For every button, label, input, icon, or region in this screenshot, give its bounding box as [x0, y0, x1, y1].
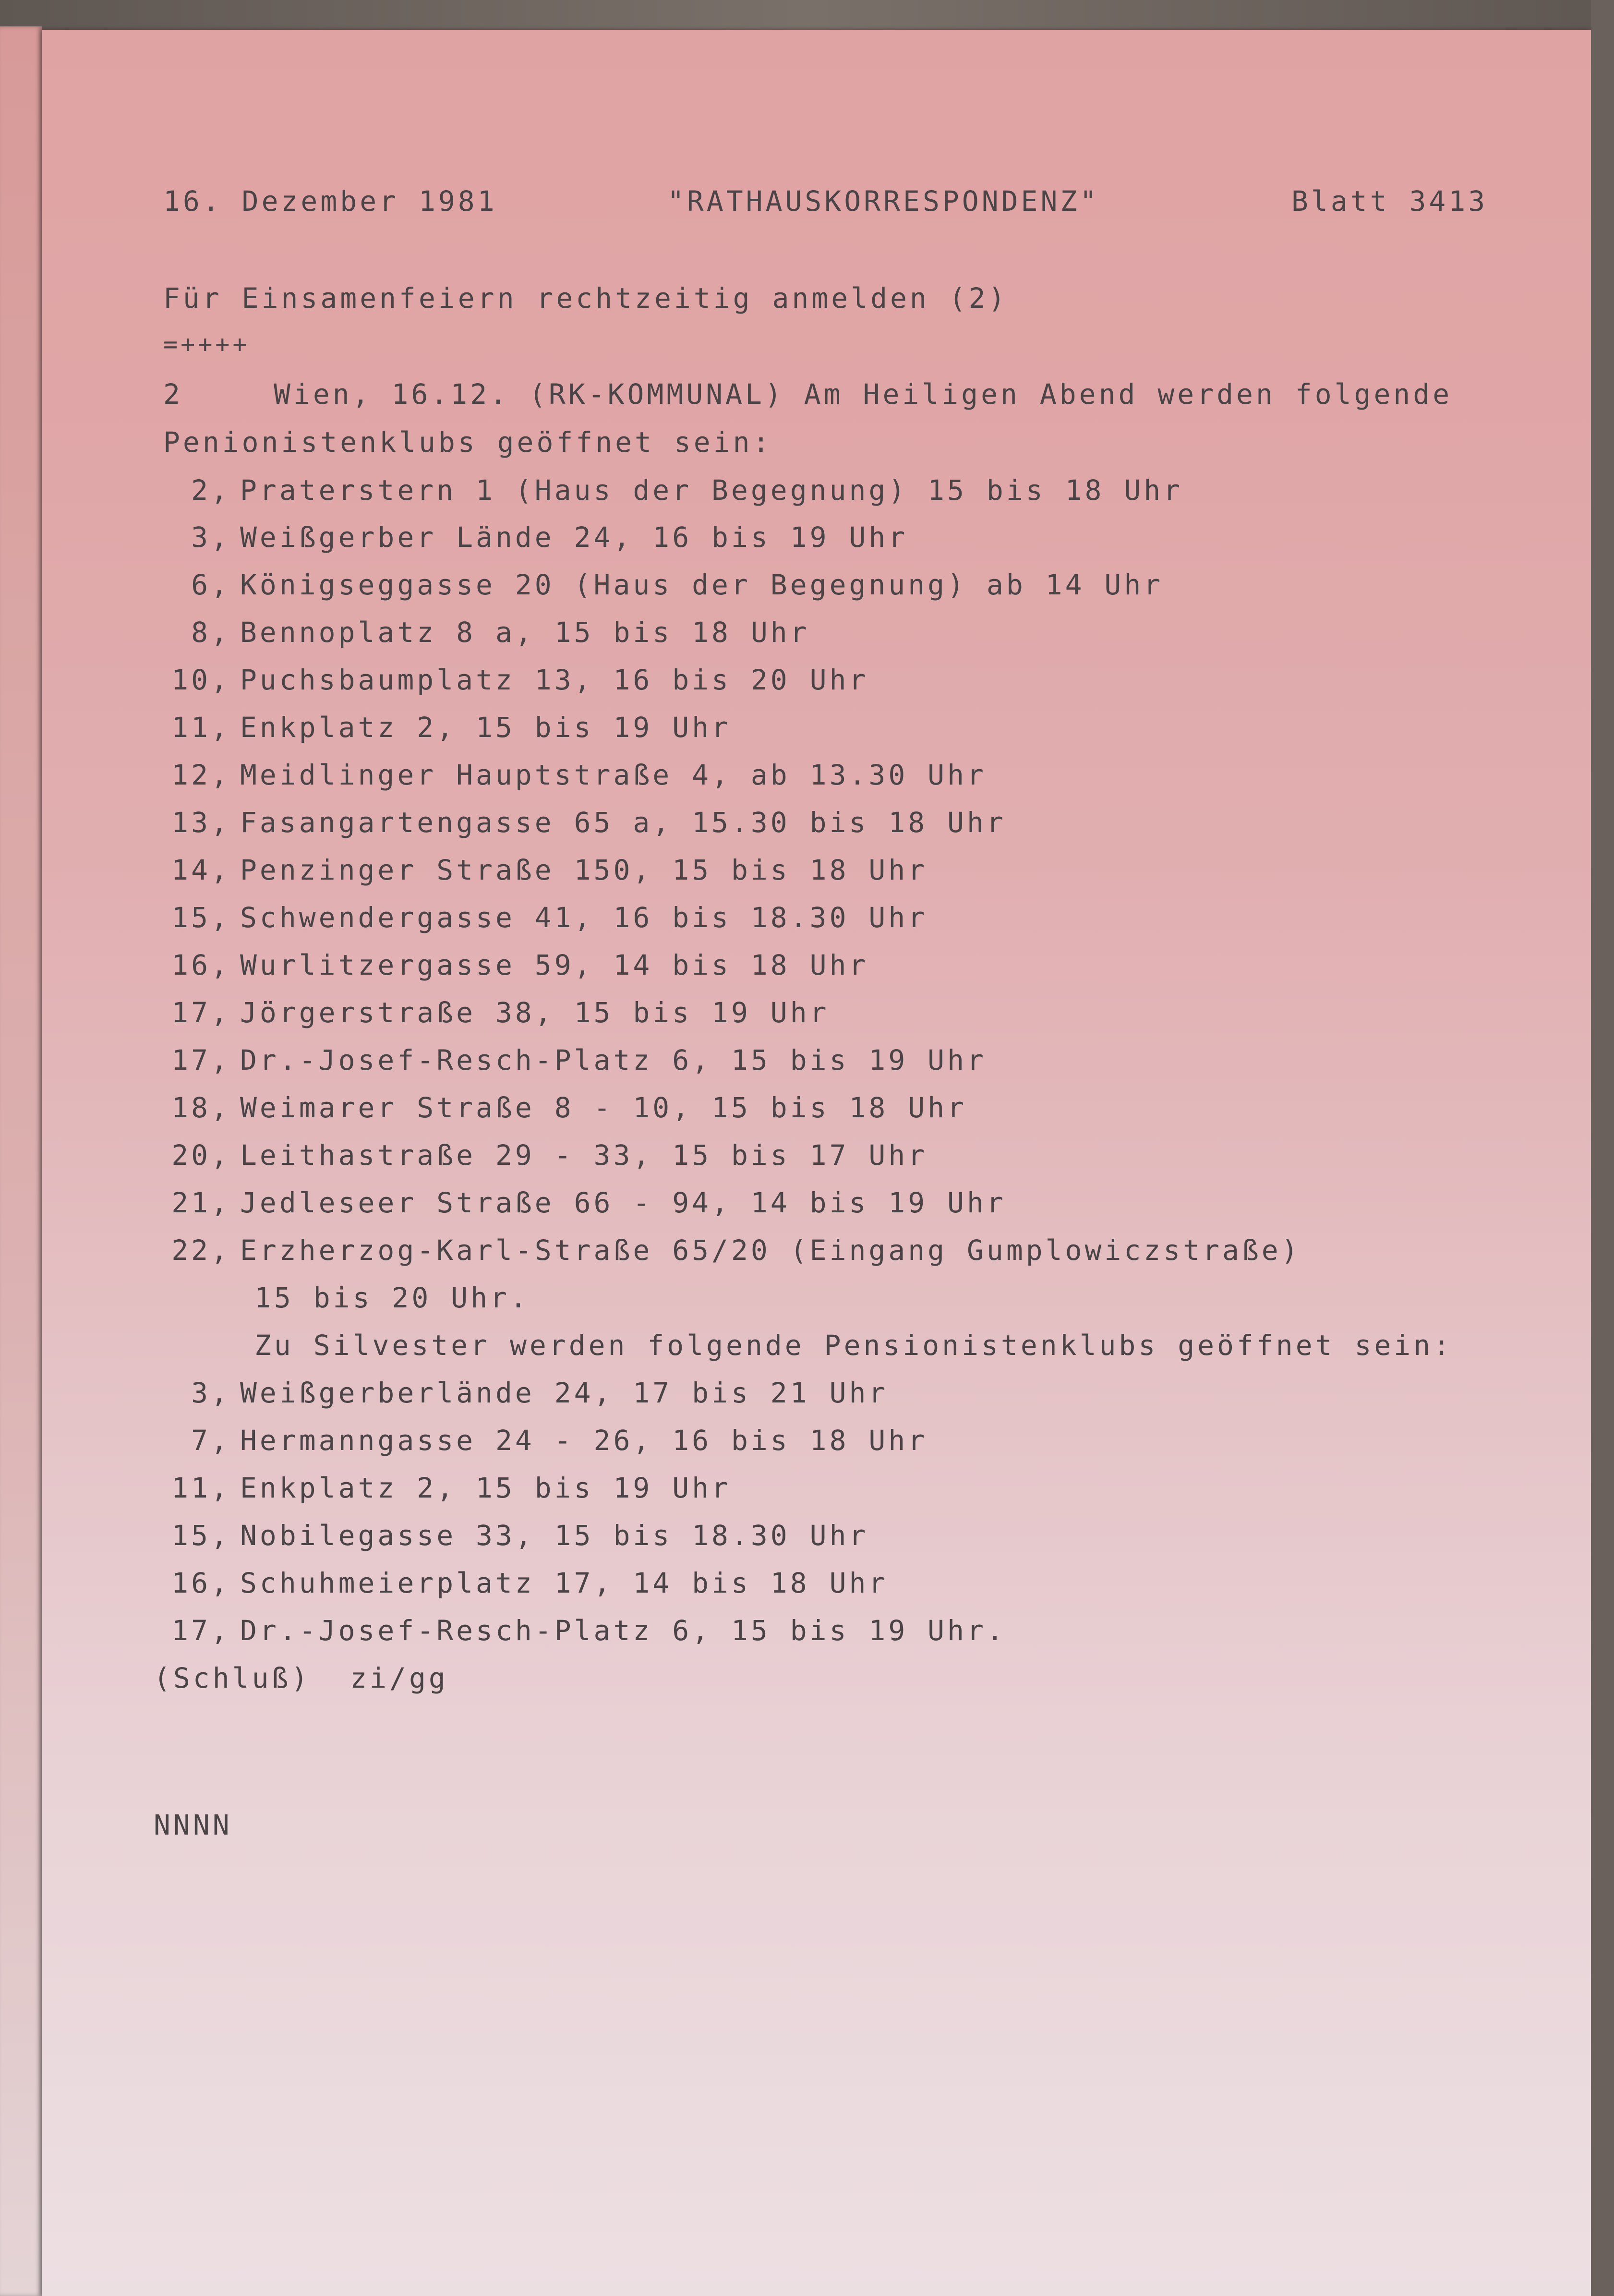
- scan-right-margin: [1591, 0, 1614, 2296]
- district-number: 22,: [171, 1234, 230, 1267]
- district-number: 17,: [171, 1044, 230, 1076]
- entry-continuation: 15 bis 20 Uhr.: [254, 1281, 530, 1314]
- club-entry: Wurlitzergasse 59, 14 bis 18 Uhr: [240, 949, 869, 981]
- club-entry: Nobilegasse 33, 15 bis 18.30 Uhr: [240, 1519, 869, 1552]
- silvester-intro: Zu Silvester werden folgende Pensionistenklubs geöffnet sein:: [254, 1329, 1453, 1362]
- club-entry: Dr.-Josef-Resch-Platz 6, 15 bis 19 Uhr.: [240, 1614, 1006, 1647]
- intro-line-1: Wien, 16.12. (RK-KOMMUNAL) Am Heiligen Abend werden folgende: [274, 378, 1453, 411]
- title-underline: =++++: [163, 330, 250, 358]
- club-entry: Leithastraße 29 - 33, 15 bis 17 Uhr: [240, 1139, 928, 1172]
- club-entry: Weißgerber Lände 24, 16 bis 19 Uhr: [240, 521, 908, 554]
- district-number: 18,: [171, 1091, 230, 1124]
- club-entry: Meidlinger Hauptstraße 4, ab 13.30 Uhr: [240, 759, 987, 791]
- district-number: 3,: [191, 521, 230, 554]
- club-entry: Dr.-Josef-Resch-Platz 6, 15 bis 19 Uhr: [240, 1044, 987, 1076]
- club-entry: Penzinger Straße 150, 15 bis 18 Uhr: [240, 854, 928, 886]
- club-entry: Königseggasse 20 (Haus der Begegnung) ab 14 Uhr: [240, 568, 1164, 601]
- article-title: Für Einsamenfeiern rechtzeitig anmelden (2): [163, 282, 1008, 314]
- end-mark: NNNN: [154, 1809, 232, 1841]
- previous-page-edge: [0, 26, 42, 2296]
- club-entry: Schuhmeierplatz 17, 14 bis 18 Uhr: [240, 1567, 889, 1599]
- district-number: 7,: [191, 1424, 230, 1457]
- club-entry: Fasangartengasse 65 a, 15.30 bis 18 Uhr: [240, 806, 1006, 839]
- district-number: 17,: [171, 996, 230, 1029]
- club-entry: Weißgerberlände 24, 17 bis 21 Uhr: [240, 1377, 889, 1409]
- intro-line-2: Penionistenklubs geöffnet sein:: [163, 426, 772, 459]
- club-entry: Jörgerstraße 38, 15 bis 19 Uhr: [240, 996, 830, 1029]
- district-number: 13,: [171, 806, 230, 839]
- club-entry: Jedleseer Straße 66 - 94, 14 bis 19 Uhr: [240, 1186, 1006, 1219]
- district-number: 12,: [171, 759, 230, 791]
- district-number: 14,: [171, 854, 230, 886]
- club-entry: Weimarer Straße 8 - 10, 15 bis 18 Uhr: [240, 1091, 967, 1124]
- club-entry: Schwendergasse 41, 16 bis 18.30 Uhr: [240, 901, 928, 934]
- district-number: 2,: [191, 474, 230, 507]
- district-number: 11,: [171, 1472, 230, 1504]
- header-sheet-number: Blatt 3413: [1291, 185, 1488, 218]
- district-number: 16,: [171, 949, 230, 981]
- district-number: 20,: [171, 1139, 230, 1172]
- document-page: [42, 30, 1591, 2296]
- district-number: 3,: [191, 1377, 230, 1409]
- district-number: 8,: [191, 616, 230, 649]
- club-entry: Hermanngasse 24 - 26, 16 bis 18 Uhr: [240, 1424, 928, 1457]
- district-number: 10,: [171, 664, 230, 696]
- district-number: 16,: [171, 1567, 230, 1599]
- header-publication: "RATHAUSKORRESPONDENZ": [667, 185, 1100, 218]
- header-date: 16. Dezember 1981: [163, 185, 497, 218]
- district-number: 15,: [171, 901, 230, 934]
- intro-paragraph-number: 2: [163, 378, 183, 411]
- club-entry: Enkplatz 2, 15 bis 19 Uhr: [240, 711, 731, 744]
- club-entry: Puchsbaumplatz 13, 16 bis 20 Uhr: [240, 664, 869, 696]
- club-entry: Erzherzog-Karl-Straße 65/20 (Eingang Gumplowiczstraße): [240, 1234, 1301, 1267]
- district-number: 21,: [171, 1186, 230, 1219]
- district-number: 11,: [171, 711, 230, 744]
- district-number: 6,: [191, 568, 230, 601]
- club-entry: Praterstern 1 (Haus der Begegnung) 15 bis 18 Uhr: [240, 474, 1183, 507]
- closing-signature: (Schluß) zi/gg: [154, 1662, 448, 1694]
- club-entry: Enkplatz 2, 15 bis 19 Uhr: [240, 1472, 731, 1504]
- district-number: 15,: [171, 1519, 230, 1552]
- club-entry: Bennoplatz 8 a, 15 bis 18 Uhr: [240, 616, 810, 649]
- district-number: 17,: [171, 1614, 230, 1647]
